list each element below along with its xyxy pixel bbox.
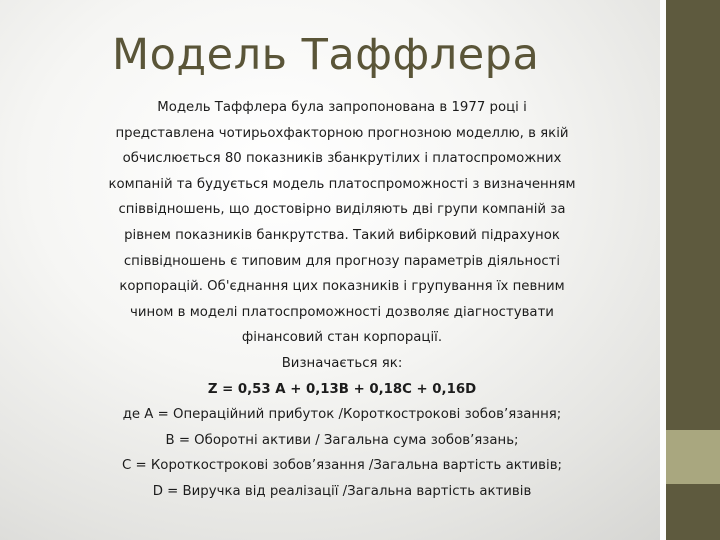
paragraph-line: співвідношень є типовим для прогнозу параметрів діяльності (123, 253, 561, 269)
paragraph-line: співвідношень, що достовірно виділяють дві групи компаній за (118, 202, 566, 218)
paragraph-line: представлена чотирьохфакторною прогнозною моделлю, в якій (115, 125, 569, 141)
definition-line: С = Короткострокові зобов’язання /Загальна вартість активів; (121, 458, 563, 474)
side-bar-accent-decoration (666, 430, 720, 484)
paragraph-line: чином в моделі платоспроможності дозволяє діагностувати (130, 304, 554, 320)
paragraph-line: Модель Таффлера була запропонована в 1977 році і (157, 100, 527, 115)
side-bar-top-decoration (666, 0, 720, 430)
z-score-formula: Z = 0,53 A + 0,13B + 0,18C + 0,16D (207, 381, 477, 397)
definition-line: В = Оборотні активи / Загальна сума зобов’язань; (165, 432, 519, 448)
paragraph-line: компаній та будується модель платоспроможності з визначенням (108, 176, 576, 192)
definition-line: D = Виручка від реалізації /Загальна вартість активів (152, 483, 532, 499)
definition-line: де А = Операційний прибуток /Короткострокові зобов’язання; (122, 407, 562, 423)
paragraph-line: обчислюється 80 показників збанкрутілих і платоспроможних (122, 151, 562, 167)
slide-title: Модель Таффлера (112, 30, 540, 80)
paragraph-line: фінансовий стан корпорації. (241, 330, 443, 346)
paragraph-line: корпорацій. Об'єднання цих показників і групування їх певним (119, 279, 565, 295)
side-bar-bottom-decoration (666, 484, 720, 540)
paragraph-line: рівнем показників банкрутства. Такий вибірковий підрахунок (124, 227, 560, 243)
slide-body (82, 95, 602, 505)
defined-as-label: Визначається як: (281, 355, 403, 371)
